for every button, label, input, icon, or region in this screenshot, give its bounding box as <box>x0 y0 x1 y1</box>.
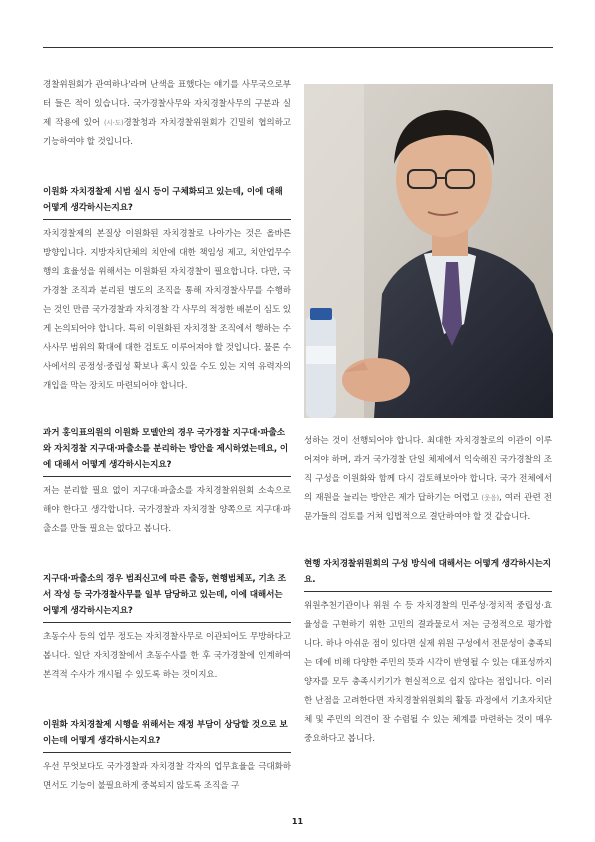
answer-3: 초동수사 등의 업무 정도는 자치경찰사무로 이관되어도 무방하다고 봅니다. 일단 자치경찰에서 초동수사를 한 후 국가경찰에 인계하여 본격적 수사가 개시될 수 있도록 하는 것이지요. <box>43 632 291 680</box>
question-4-text: 이원화 자치경찰제 시행을 위해서는 재정 부담이 상당할 것으로 보이는데 어떻게 생각하시는지요? <box>43 720 288 746</box>
answer-5: 위원추천기관이나 위원 수 등 자치경찰의 민주성·정치적 중립성·효율성을 구현하기 위한 고민의 결과물로서 저는 긍정적으로 평가합니다. 하나 아쉬운 점이 있다면 실제 위원 구성에서 전문성이 충족되는 데에 비해 다양한 주민의 뜻과 시각이 반영될 수 있는 대표성까지 양자를 모두 충족시키기가 현실적으로 쉽지 않다는 점입니다. 이러한 난점을 고려한다면 자치경찰위원회의 활동 과정에서 기초자치단체 및 주민의 의견이 잘 수렴될 수 있는 체계를 마련하는 것이 매우 중요하다고 봅니다. <box>304 601 552 744</box>
intro-text-a: 경찰위원회가 관여하나'라며 난색을 표했다는 얘기를 사무국으로부터 들은 적이 있습니다. 국가경찰사무와 자치경찰사무의 구분과 실제 작용에 있어 <box>43 80 291 128</box>
continued-text-b: , 여러 관련 전문가들의 검토를 거쳐 입법적으로 결단하여야 할 것 같습니다. <box>304 493 552 522</box>
interviewee-photo <box>304 84 553 418</box>
question-2 <box>43 425 291 477</box>
question-1-text: 이원화 자치경찰제 시범 실시 등이 구체화되고 있는데, 이에 대해 어떻게 생각하시는지요? <box>43 187 283 213</box>
left-column <box>43 76 291 796</box>
continued-note: (웃음) <box>481 494 500 502</box>
continued-text-a: 성하는 것이 선행되어야 합니다. 최대한 자치경찰로의 이관이 이루어져야 하며, 과거 국가경찰 단일 체제에서 익숙해진 국가경찰의 조직 구성을 이원화와 함께 다시 검토해보아야 합니다. 국가 전체에서의 재원을 늘리는 방안은 제가 답하기는 어렵고 <box>304 436 552 503</box>
continued-paragraph <box>304 432 552 527</box>
question-4 <box>43 717 291 753</box>
question-3 <box>43 571 291 623</box>
question-5-text: 현행 자치경찰위원회의 구성 방식에 대해서는 어떻게 생각하시는지요. <box>304 559 551 585</box>
question-2-text: 과거 홍익표의원의 이원화 모델안의 경우 국가경찰 지구대·파출소와 자치경찰 지구대·파출소를 분리하는 방안을 제시하였는데요, 이에 대해서 어떻게 생각하시는지요? <box>43 428 289 470</box>
answer-1: 자치경찰제의 본질상 이원화된 자치경찰로 나아가는 것은 올바른 방향입니다. 지방자치단체의 치안에 대한 책임성 제고, 치안업무수행의 효율성을 위해서는 이원화된 자치경찰이 필요합니다. 다만, 국가경찰 조직과 분리된 별도의 조직을 통해 자치경찰사무를 수행하는 것인 만큼 국가경찰과 자치경찰 각 사무의 적정한 배분이 심도 있게 논의되어야 합니다. 특히 이원화된 자치경찰 조직에서 행하는 수사사무 범위의 확대에 대한 검토도 이루어져야 할 것입니다. 물론 수사에서의 공정성·중립성 확보나 혹시 있을 수도 있는 지역 유력자의 개입을 막는 장치도 마련되어야 합니다. <box>43 229 291 391</box>
top-rule <box>43 47 553 48</box>
question-5 <box>304 556 552 592</box>
intro-note: (시·도) <box>103 119 124 127</box>
right-column <box>304 432 552 749</box>
interviewee-photo-image <box>304 84 553 418</box>
question-1 <box>43 184 291 220</box>
answer-4: 우선 무엇보다도 국가경찰과 자치경찰 각자의 업무효율을 극대화하면서도 기능이 불필요하게 중복되지 않도록 조직을 구 <box>43 762 291 791</box>
question-3-text: 지구대·파출소의 경우 범죄신고에 따른 출동, 현행범체포, 기초 조서 작성 등 국가경찰사무를 일부 담당하고 있는데, 이에 대해서는 어떻게 생각하시는지요? <box>43 574 286 616</box>
page-number: 11 <box>291 817 304 826</box>
intro-text-b: 경찰청과 자치경찰위원회가 긴밀히 협의하고 기능하여야 할 것입니다. <box>43 118 291 147</box>
intro-paragraph <box>43 76 291 152</box>
answer-2: 저는 분리할 필요 없이 지구대·파출소를 자치경찰위원회 소속으로 해야 한다고 생각합니다. 국가경찰과 자치경찰 양쪽으로 지구대·파출소를 만들 필요는 없다고 봅니다. <box>43 486 291 534</box>
